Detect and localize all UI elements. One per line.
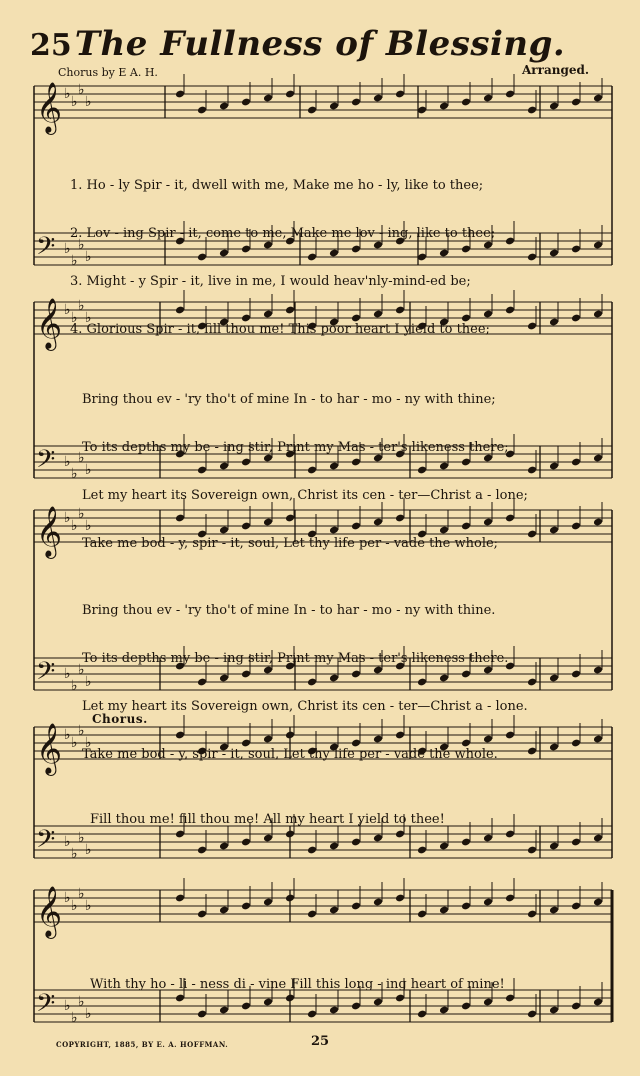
flat-icon: ♭	[71, 898, 78, 914]
lyric-line: With thy ho - li - ness di - vine Fill this long - ing heart of mine!	[90, 977, 505, 992]
arranger-credit: Arranged.	[522, 63, 590, 77]
flat-icon: ♭	[85, 1006, 92, 1022]
flat-icon: ♭	[64, 510, 71, 526]
lyric-line: Take me bod - y, spir - it, soul, Let thy life per - vade the whole.	[82, 747, 498, 762]
flat-icon: ♭	[85, 842, 92, 858]
flat-icon: ♭	[78, 82, 85, 98]
lyric-line: To its depths my be - ing stir, Print my Mas - ter's likeness there;	[82, 440, 509, 455]
flat-icon: ♭	[71, 846, 78, 862]
flat-icon: ♭	[78, 994, 85, 1010]
chorus-label: Chorus.	[92, 712, 148, 726]
flat-icon: ♭	[71, 310, 78, 326]
treble-clef-icon: 𝄞	[36, 506, 63, 557]
flat-icon: ♭	[85, 94, 92, 110]
flat-icon: ♭	[64, 302, 71, 318]
flat-icon: ♭	[85, 249, 92, 265]
hymn-title: The Fullness of Blessing.	[74, 24, 566, 64]
treble-clef-icon: 𝄞	[36, 886, 63, 937]
system-1-lyrics	[70, 146, 600, 370]
treble-clef-icon: 𝄞	[36, 82, 63, 133]
flat-icon: ♭	[78, 298, 85, 314]
flat-icon: ♭	[71, 678, 78, 694]
flat-icon: ♭	[85, 898, 92, 914]
flat-icon: ♭	[85, 462, 92, 478]
copyright-notice: COPYRIGHT, 1885, BY E. A. HOFFMAN.	[56, 1040, 229, 1049]
chorus-credit: Chorus by E A. H.	[58, 66, 158, 79]
system-3-lyrics	[82, 571, 612, 795]
lyric-line: 1. Ho - ly Spir - it, dwell with me, Make me ho - ly, like to thee;	[70, 178, 484, 193]
flat-icon: ♭	[71, 735, 78, 751]
flat-icon: ♭	[78, 506, 85, 522]
flat-icon: ♭	[78, 886, 85, 902]
flat-icon: ♭	[71, 518, 78, 534]
flat-icon: ♭	[64, 834, 71, 850]
system-4-lyrics	[90, 780, 620, 860]
flat-icon: ♭	[78, 450, 85, 466]
lyric-line: 2. Lov - ing Spir - it, come to me, Make me lov - ing, like to thee;	[70, 226, 496, 241]
bass-clef-icon: 𝄢	[36, 825, 56, 860]
system-2-lyrics	[82, 360, 612, 584]
bass-clef-icon: 𝄢	[36, 989, 56, 1024]
lyric-line: Fill thou me! fill thou me! All my heart I yield to thee!	[90, 812, 445, 827]
flat-icon: ♭	[78, 662, 85, 678]
flat-icon: ♭	[71, 466, 78, 482]
system-5-lyrics	[90, 945, 620, 1025]
flat-icon: ♭	[78, 723, 85, 739]
flat-icon: ♭	[71, 1010, 78, 1026]
flat-icon: ♭	[85, 674, 92, 690]
page-number: 25	[310, 1034, 330, 1049]
treble-clef-icon: 𝄞	[36, 298, 63, 349]
bass-clef-icon: 𝄢	[36, 232, 56, 267]
bass-clef-icon: 𝄢	[36, 657, 56, 692]
flat-icon: ♭	[71, 253, 78, 269]
flat-icon: ♭	[78, 830, 85, 846]
lyric-line: To its depths my be - ing stir, Print my Mas - ter's likeness there.	[82, 651, 509, 666]
flat-icon: ♭	[64, 727, 71, 743]
flat-icon: ♭	[64, 666, 71, 682]
lyric-line: Bring thou ev - 'ry tho't of mine In - to har - mo - ny with thine.	[82, 603, 496, 618]
flat-icon: ♭	[64, 454, 71, 470]
lyric-line: 4. Glorious Spir - it, fill thou me! This poor heart I yield to thee;	[70, 322, 490, 337]
flat-icon: ♭	[64, 86, 71, 102]
flat-icon: ♭	[64, 998, 71, 1014]
flat-icon: ♭	[64, 241, 71, 257]
flat-icon: ♭	[78, 237, 85, 253]
flat-icon: ♭	[64, 890, 71, 906]
flat-icon: ♭	[85, 518, 92, 534]
flat-icon: ♭	[85, 310, 92, 326]
lyric-line: Bring thou ev - 'ry tho't of mine In - to har - mo - ny with thine;	[82, 392, 496, 407]
bass-clef-icon: 𝄢	[36, 445, 56, 480]
lyric-line: 3. Might - y Spir - it, live in me, I would heav'nly-mind-ed be;	[70, 274, 471, 289]
lyric-line: Take me bod - y, spir - it, soul, Let thy life per - vade the whole;	[82, 536, 499, 551]
treble-clef-icon: 𝄞	[36, 723, 63, 774]
lyric-line: Let my heart its Sovereign own, Christ its cen - ter—Christ a - lone.	[82, 699, 528, 714]
hymn-number: 25	[30, 28, 72, 63]
flat-icon: ♭	[85, 735, 92, 751]
lyric-line: Let my heart its Sovereign own, Christ its cen - ter—Christ a - lone;	[82, 488, 528, 503]
flat-icon: ♭	[71, 94, 78, 110]
